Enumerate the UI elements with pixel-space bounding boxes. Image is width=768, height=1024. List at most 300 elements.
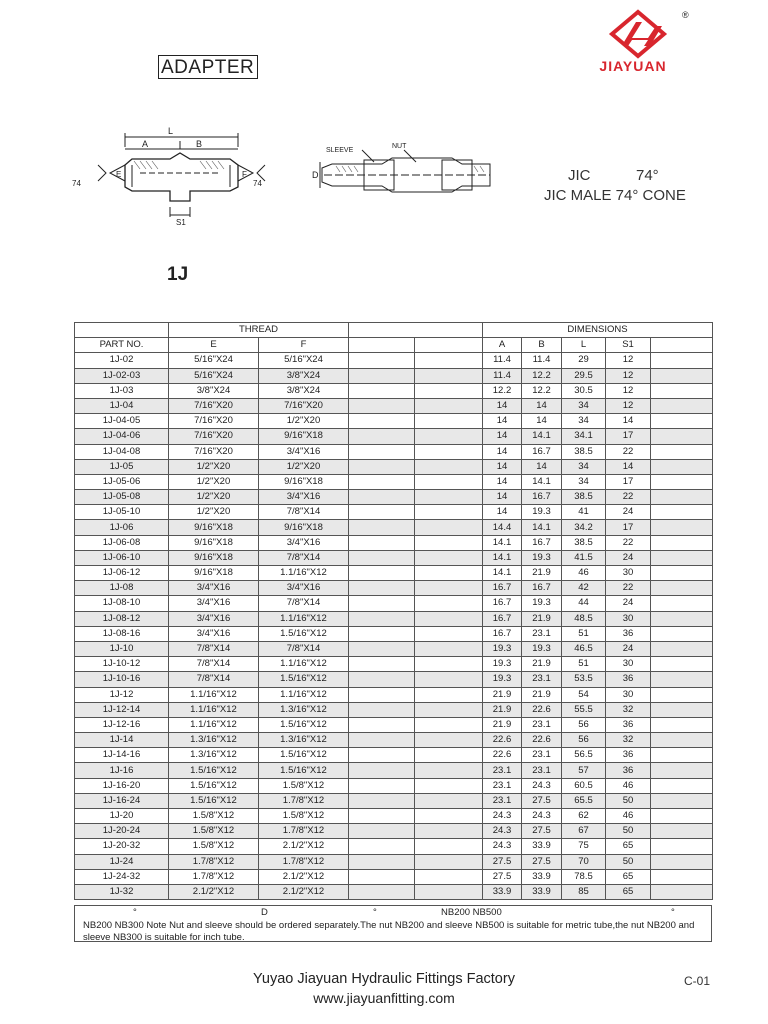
table-cell: 1/2"X20 — [259, 414, 349, 429]
table-cell-blank — [415, 657, 483, 672]
table-cell: 21.9 — [483, 687, 522, 702]
table-cell: 1J-12-14 — [75, 702, 169, 717]
table-cell-blank — [349, 854, 415, 869]
table-cell: 16.7 — [483, 596, 522, 611]
table-group-header — [75, 323, 713, 338]
table-cell: 41.5 — [562, 550, 606, 565]
table-cell-blank — [651, 596, 713, 611]
table-row — [75, 459, 713, 474]
table-cell-blank — [651, 687, 713, 702]
dimensions-table — [74, 322, 713, 900]
table-cell-blank — [415, 884, 483, 899]
table-cell-blank — [349, 581, 415, 596]
label-L: L — [168, 126, 174, 136]
table-cell: 55.5 — [562, 702, 606, 717]
table-cell-blank — [349, 444, 415, 459]
table-cell: 30 — [606, 566, 651, 581]
table-cell-blank — [415, 687, 483, 702]
table-cell: 7/16"X20 — [169, 414, 259, 429]
table-cell: 23.1 — [522, 672, 562, 687]
table-cell: 1/2"X20 — [259, 459, 349, 474]
table-cell-blank — [349, 657, 415, 672]
label-B: B — [196, 139, 203, 149]
col-a: A — [483, 338, 522, 353]
table-cell: 9/16"X18 — [169, 566, 259, 581]
table-cell: 1J-12-16 — [75, 717, 169, 732]
table-cell: 1.3/16"X12 — [169, 748, 259, 763]
table-cell: 5/16"X24 — [169, 368, 259, 383]
label-E: E — [116, 170, 122, 179]
table-cell: 46 — [606, 778, 651, 793]
table-cell-blank — [349, 474, 415, 489]
table-cell: 2.1/2"X12 — [259, 839, 349, 854]
table-body — [75, 353, 713, 900]
table-cell-blank — [349, 398, 415, 413]
table-cell: 7/8"X14 — [169, 672, 259, 687]
table-cell: 36 — [606, 748, 651, 763]
table-cell: 16.7 — [522, 490, 562, 505]
table-cell: 41 — [562, 505, 606, 520]
table-cell: 65 — [606, 839, 651, 854]
table-cell-blank — [349, 793, 415, 808]
table-row — [75, 809, 713, 824]
table-cell: 1J-08-10 — [75, 596, 169, 611]
table-cell-blank — [415, 490, 483, 505]
table-cell: 1J-24 — [75, 854, 169, 869]
table-row — [75, 566, 713, 581]
table-cell: 21.9 — [522, 566, 562, 581]
table-cell-blank — [651, 869, 713, 884]
table-cell: 23.1 — [483, 778, 522, 793]
table-cell: 1J-06 — [75, 520, 169, 535]
table-cell: 2.1/2"X12 — [259, 884, 349, 899]
table-cell-blank — [651, 672, 713, 687]
label-A: A — [142, 139, 149, 149]
table-cell-blank — [349, 763, 415, 778]
table-cell: 1J-03 — [75, 383, 169, 398]
table-cell: 9/16"X18 — [259, 474, 349, 489]
note-box — [74, 905, 712, 942]
table-cell: 11.4 — [483, 353, 522, 368]
table-cell: 56 — [562, 717, 606, 732]
note-text: NB200 NB300 Note Nut and sleeve should be ordered separately.The nut NB200 and sleeve NB500 is suitable for metric tube,the nut NB200 and sleeve NB300 is suitable for inch tube. — [83, 920, 695, 943]
table-cell: 1.5/8"X12 — [169, 839, 259, 854]
table-cell: 12 — [606, 353, 651, 368]
table-row — [75, 672, 713, 687]
table-cell: 1.7/8"X12 — [259, 824, 349, 839]
table-cell-blank — [349, 748, 415, 763]
table-cell: 27.5 — [522, 793, 562, 808]
table-cell: 65 — [606, 869, 651, 884]
spec-name: JIC — [568, 167, 591, 184]
table-cell: 7/8"X14 — [169, 657, 259, 672]
table-cell: 56.5 — [562, 748, 606, 763]
table-cell: 9/16"X18 — [169, 520, 259, 535]
table-cell-blank — [415, 733, 483, 748]
table-cell: 7/8"X14 — [259, 641, 349, 656]
table-cell: 12 — [606, 383, 651, 398]
col-b: B — [522, 338, 562, 353]
table-cell: 1.3/16"X12 — [259, 702, 349, 717]
table-cell: 2.1/2"X12 — [169, 884, 259, 899]
table-cell: 22.6 — [522, 733, 562, 748]
table-cell: 21.9 — [522, 611, 562, 626]
table-cell-blank — [415, 748, 483, 763]
table-cell: 3/4"X16 — [259, 581, 349, 596]
table-cell: 30 — [606, 657, 651, 672]
table-cell-blank — [415, 839, 483, 854]
table-cell-blank — [349, 353, 415, 368]
table-cell: 33.9 — [522, 839, 562, 854]
table-cell-blank — [415, 474, 483, 489]
table-cell: 1J-32 — [75, 884, 169, 899]
table-cell-blank — [651, 444, 713, 459]
table-cell-blank — [651, 581, 713, 596]
table-cell: 19.3 — [483, 641, 522, 656]
table-cell: 1J-20-24 — [75, 824, 169, 839]
table-row — [75, 748, 713, 763]
header-thread: THREAD — [169, 323, 349, 338]
note-mark-2: ° — [373, 907, 377, 918]
table-cell: 50 — [606, 854, 651, 869]
table-cell: 36 — [606, 626, 651, 641]
table-row — [75, 763, 713, 778]
table-cell: 22 — [606, 490, 651, 505]
col-l: L — [562, 338, 606, 353]
table-cell: 9/16"X18 — [259, 520, 349, 535]
table-cell: 75 — [562, 839, 606, 854]
table-cell: 24.3 — [522, 778, 562, 793]
table-cell-blank — [415, 566, 483, 581]
table-cell-blank — [349, 505, 415, 520]
table-cell-blank — [651, 809, 713, 824]
table-cell-blank — [349, 368, 415, 383]
table-row — [75, 657, 713, 672]
table-cell: 51 — [562, 626, 606, 641]
table-row — [75, 884, 713, 899]
table-cell: 32 — [606, 733, 651, 748]
table-cell: 3/4"X16 — [169, 626, 259, 641]
table-cell: 1J-10 — [75, 641, 169, 656]
table-row — [75, 383, 713, 398]
table-cell: 19.3 — [522, 596, 562, 611]
table-cell-blank — [349, 809, 415, 824]
table-cell: 1.5/16"X12 — [259, 748, 349, 763]
table-cell: 1.7/8"X12 — [259, 793, 349, 808]
table-cell: 3/4"X16 — [259, 535, 349, 550]
table-cell: 12.2 — [522, 368, 562, 383]
table-cell: 16.7 — [483, 611, 522, 626]
table-cell-blank — [415, 763, 483, 778]
col-blank-2 — [415, 338, 483, 353]
table-cell: 50 — [606, 793, 651, 808]
table-cell: 27.5 — [483, 869, 522, 884]
table-cell-blank — [349, 626, 415, 641]
table-row — [75, 626, 713, 641]
table-cell: 1J-05-10 — [75, 505, 169, 520]
table-cell: 1.5/8"X12 — [169, 809, 259, 824]
table-cell: 19.3 — [522, 550, 562, 565]
table-row — [75, 474, 713, 489]
table-cell: 1J-08-12 — [75, 611, 169, 626]
table-cell: 16.7 — [483, 581, 522, 596]
spec-line-2: JIC MALE 74° CONE — [544, 187, 686, 204]
table-cell: 1.7/8"X12 — [169, 869, 259, 884]
table-cell: 1J-08-16 — [75, 626, 169, 641]
table-cell: 3/4"X16 — [169, 611, 259, 626]
table-cell: 24.3 — [483, 824, 522, 839]
page-title: ADAPTER — [158, 55, 258, 79]
table-row — [75, 611, 713, 626]
table-cell: 1.7/8"X12 — [259, 854, 349, 869]
table-row — [75, 854, 713, 869]
table-cell-blank — [651, 414, 713, 429]
table-cell: 1/2"X20 — [169, 459, 259, 474]
table-cell: 3/8"X24 — [259, 368, 349, 383]
table-cell: 14.1 — [483, 550, 522, 565]
table-cell-blank — [349, 459, 415, 474]
table-cell: 7/16"X20 — [259, 398, 349, 413]
table-cell: 14 — [522, 414, 562, 429]
table-cell-blank — [415, 793, 483, 808]
table-cell-blank — [349, 414, 415, 429]
table-cell: 30.5 — [562, 383, 606, 398]
table-cell-blank — [349, 596, 415, 611]
table-row — [75, 793, 713, 808]
table-cell: 7/8"X14 — [259, 505, 349, 520]
table-cell: 11.4 — [522, 353, 562, 368]
table-cell: 34 — [562, 414, 606, 429]
table-cell: 1J-04-08 — [75, 444, 169, 459]
table-cell: 14.1 — [483, 566, 522, 581]
table-cell-blank — [415, 353, 483, 368]
table-cell-blank — [651, 778, 713, 793]
table-cell: 19.3 — [522, 641, 562, 656]
registered-mark: ® — [682, 10, 689, 20]
table-cell-blank — [651, 398, 713, 413]
table-row — [75, 429, 713, 444]
table-cell: 36 — [606, 717, 651, 732]
table-cell: 16.7 — [522, 535, 562, 550]
table-cell-blank — [415, 672, 483, 687]
table-cell: 11.4 — [483, 368, 522, 383]
table-cell: 50 — [606, 824, 651, 839]
table-cell: 9/16"X18 — [259, 429, 349, 444]
table-row — [75, 824, 713, 839]
table-cell-blank — [651, 611, 713, 626]
table-cell-blank — [651, 490, 713, 505]
table-cell: 56 — [562, 733, 606, 748]
table-cell: 1.5/16"X12 — [259, 672, 349, 687]
table-cell: 16.7 — [522, 444, 562, 459]
table-cell: 21.9 — [483, 717, 522, 732]
table-row — [75, 353, 713, 368]
table-cell: 24.3 — [483, 809, 522, 824]
table-cell: 34.2 — [562, 520, 606, 535]
table-cell: 9/16"X18 — [169, 535, 259, 550]
table-cell: 1J-14-16 — [75, 748, 169, 763]
table-cell-blank — [349, 702, 415, 717]
table-cell: 19.3 — [483, 657, 522, 672]
table-cell: 7/16"X20 — [169, 398, 259, 413]
table-cell: 78.5 — [562, 869, 606, 884]
table-cell: 34.1 — [562, 429, 606, 444]
table-cell: 3/4"X16 — [169, 596, 259, 611]
note-mark-d: D — [261, 907, 268, 918]
table-cell-blank — [415, 702, 483, 717]
table-cell: 1J-14 — [75, 733, 169, 748]
table-cell: 14 — [483, 490, 522, 505]
table-cell-blank — [415, 368, 483, 383]
table-cell-blank — [651, 793, 713, 808]
table-cell: 1J-02-03 — [75, 368, 169, 383]
table-cell: 60.5 — [562, 778, 606, 793]
table-cell-blank — [651, 505, 713, 520]
table-cell: 65 — [606, 884, 651, 899]
brand-name: JIAYUAN — [599, 58, 667, 74]
adapter-drawing — [70, 125, 270, 230]
table-cell-blank — [415, 550, 483, 565]
table-cell: 1J-08 — [75, 581, 169, 596]
angle-left: 74 — [72, 179, 81, 188]
table-cell: 14 — [483, 444, 522, 459]
table-cell: 1J-10-16 — [75, 672, 169, 687]
table-cell: 1J-20-32 — [75, 839, 169, 854]
table-cell: 27.5 — [522, 824, 562, 839]
table-cell-blank — [415, 429, 483, 444]
table-row — [75, 398, 713, 413]
table-cell: 27.5 — [522, 854, 562, 869]
table-cell: 1.5/16"X12 — [259, 717, 349, 732]
table-cell-blank — [349, 717, 415, 732]
table-cell: 1.5/8"X12 — [259, 809, 349, 824]
table-row — [75, 444, 713, 459]
table-cell: 3/4"X16 — [169, 581, 259, 596]
table-cell: 30 — [606, 687, 651, 702]
table-cell: 24 — [606, 641, 651, 656]
table-cell-blank — [415, 596, 483, 611]
spec-angle: 74° — [636, 167, 659, 184]
table-cell: 14 — [483, 429, 522, 444]
table-row — [75, 550, 713, 565]
table-cell-blank — [349, 535, 415, 550]
label-S1: S1 — [176, 218, 186, 227]
table-cell-blank — [349, 520, 415, 535]
table-cell: 33.9 — [522, 884, 562, 899]
table-cell: 23.1 — [483, 793, 522, 808]
table-cell: 54 — [562, 687, 606, 702]
table-cell-blank — [349, 824, 415, 839]
table-cell-blank — [651, 368, 713, 383]
table-cell-blank — [349, 641, 415, 656]
table-row — [75, 702, 713, 717]
table-cell: 23.1 — [522, 763, 562, 778]
table-cell: 29.5 — [562, 368, 606, 383]
table-cell: 14 — [483, 414, 522, 429]
table-cell-blank — [349, 672, 415, 687]
table-cell-blank — [415, 520, 483, 535]
table-cell: 23.1 — [483, 763, 522, 778]
table-cell: 1.7/8"X12 — [169, 854, 259, 869]
table-row — [75, 368, 713, 383]
table-cell: 46 — [606, 809, 651, 824]
table-cell: 36 — [606, 763, 651, 778]
label-F: F — [242, 170, 247, 179]
table-cell-blank — [651, 854, 713, 869]
assembly-drawing — [312, 140, 502, 210]
table-cell-blank — [651, 839, 713, 854]
table-cell-blank — [415, 535, 483, 550]
table-cell-blank — [349, 839, 415, 854]
table-cell: 1.1/16"X12 — [259, 566, 349, 581]
table-cell: 22 — [606, 581, 651, 596]
table-cell: 14 — [606, 459, 651, 474]
table-cell: 7/16"X20 — [169, 429, 259, 444]
table-cell: 1.5/8"X12 — [169, 824, 259, 839]
table-cell: 14.1 — [483, 535, 522, 550]
table-row — [75, 869, 713, 884]
table-cell: 38.5 — [562, 490, 606, 505]
table-cell-blank — [415, 581, 483, 596]
table-cell: 22 — [606, 535, 651, 550]
table-cell: 7/8"X14 — [259, 550, 349, 565]
table-cell-blank — [349, 778, 415, 793]
table-cell-blank — [651, 733, 713, 748]
table-cell: 2.1/2"X12 — [259, 869, 349, 884]
table-cell: 24 — [606, 596, 651, 611]
table-cell: 14 — [483, 398, 522, 413]
table-cell: 32 — [606, 702, 651, 717]
table-cell: 14 — [483, 459, 522, 474]
table-cell-blank — [349, 687, 415, 702]
table-cell: 1.5/8"X12 — [259, 778, 349, 793]
table-cell: 3/8"X24 — [169, 383, 259, 398]
table-cell: 65.5 — [562, 793, 606, 808]
table-cell: 14.4 — [483, 520, 522, 535]
table-row — [75, 535, 713, 550]
table-cell-blank — [349, 611, 415, 626]
table-cell-blank — [415, 809, 483, 824]
table-cell: 1J-04 — [75, 398, 169, 413]
table-row — [75, 490, 713, 505]
table-cell-blank — [349, 884, 415, 899]
table-cell: 38.5 — [562, 535, 606, 550]
table-cell: 19.3 — [522, 505, 562, 520]
header-blank — [75, 323, 169, 338]
table-cell-blank — [415, 641, 483, 656]
table-cell: 21.9 — [483, 702, 522, 717]
table-cell: 1J-02 — [75, 353, 169, 368]
footer-website[interactable]: www.jiayuanfitting.com — [313, 990, 455, 1006]
table-cell: 3/4"X16 — [259, 490, 349, 505]
table-cell: 34 — [562, 398, 606, 413]
table-cell: 24 — [606, 550, 651, 565]
table-cell-blank — [415, 778, 483, 793]
table-row — [75, 520, 713, 535]
table-cell: 34 — [562, 459, 606, 474]
table-cell: 14.1 — [522, 520, 562, 535]
table-cell-blank — [349, 383, 415, 398]
table-row — [75, 778, 713, 793]
table-cell: 24.3 — [483, 839, 522, 854]
table-cell: 1J-06-12 — [75, 566, 169, 581]
table-cell-blank — [651, 657, 713, 672]
label-D: D — [312, 170, 319, 180]
table-cell: 24.3 — [522, 809, 562, 824]
table-cell: 53.5 — [562, 672, 606, 687]
table-cell-blank — [651, 566, 713, 581]
label-nut: NUT — [392, 143, 407, 150]
